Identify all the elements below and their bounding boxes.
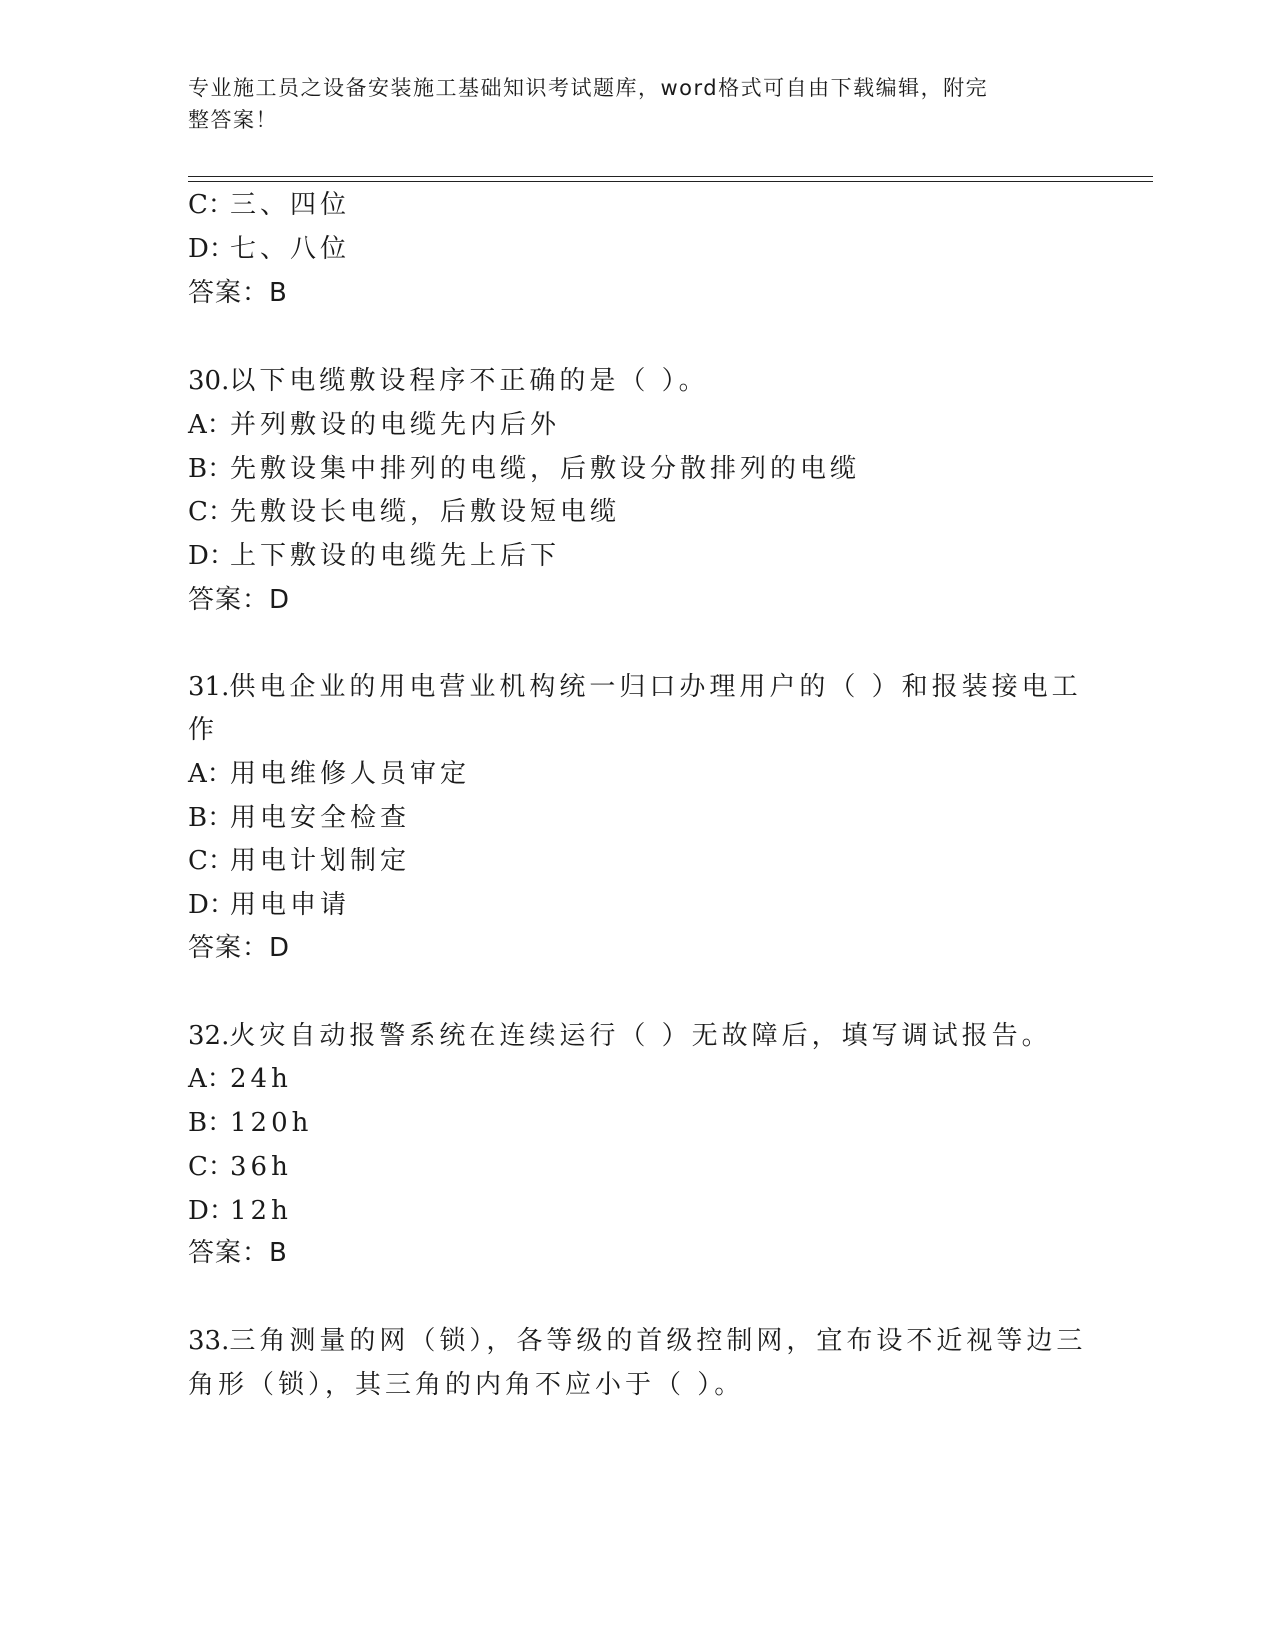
option-text: 七、八位 xyxy=(230,234,351,264)
question-31-text-continued: 作 xyxy=(188,715,219,745)
question-30-option-b xyxy=(188,454,860,484)
option-text: 12h xyxy=(230,1196,292,1226)
option-text: 先敷设长电缆，后敷设短电缆 xyxy=(230,497,621,527)
option-label: D： xyxy=(188,234,235,264)
question-31-answer: 答案：D xyxy=(188,933,291,963)
header-divider-bottom xyxy=(188,181,1153,182)
question-31-option-a xyxy=(188,759,470,789)
question-stem: 以下电缆敷设程序不正确的是（ ）。 xyxy=(229,366,709,396)
question-30-answer: 答案：D xyxy=(188,585,291,615)
question-30-text xyxy=(188,366,709,396)
question-30-option-a xyxy=(188,410,560,440)
option-label: B： xyxy=(188,454,234,484)
question-32-answer: 答案：B xyxy=(188,1238,288,1268)
option-label: C： xyxy=(188,497,234,527)
header-title-line-2: 整答案！ xyxy=(188,108,278,132)
question-32-option-a xyxy=(188,1064,292,1094)
option-label: D： xyxy=(188,1196,235,1226)
question-31-option-b xyxy=(188,803,410,833)
question-33-text-continued: 角形（锁），其三角的内角不应小于（ ）。 xyxy=(188,1370,745,1400)
header-title-line-1: 专业施工员之设备安装施工基础知识考试题库，word格式可自由下载编辑，附完 xyxy=(188,76,989,100)
option-text: 先敷设集中排列的电缆，后敷设分散排列的电缆 xyxy=(230,454,861,484)
option-text: 24h xyxy=(230,1064,292,1094)
question-31-option-c xyxy=(188,846,410,876)
question-31-text xyxy=(188,672,1082,702)
option-label: D： xyxy=(188,890,235,920)
option-text: 用电计划制定 xyxy=(230,846,411,876)
question-number: 33. xyxy=(188,1326,230,1356)
option-c-continued xyxy=(188,190,350,220)
question-number: 32. xyxy=(188,1021,230,1051)
question-30-option-d xyxy=(188,541,560,571)
question-stem: 火灾自动报警系统在连续运行（ ）无故障后，填写调试报告。 xyxy=(229,1021,1052,1051)
option-text: 用电维修人员审定 xyxy=(230,759,471,789)
option-label: C： xyxy=(188,1152,234,1182)
option-text: 三、四位 xyxy=(230,190,351,220)
option-label: C： xyxy=(188,846,234,876)
option-d-continued xyxy=(188,234,350,264)
option-text: 用电安全检查 xyxy=(230,803,411,833)
question-32-option-b xyxy=(188,1108,312,1138)
question-31-option-d xyxy=(188,890,350,920)
option-label: D： xyxy=(188,541,235,571)
option-text: 用电申请 xyxy=(230,890,351,920)
option-text: 并列敷设的电缆先内后外 xyxy=(230,410,561,440)
question-32-option-c xyxy=(188,1152,292,1182)
option-text: 120h xyxy=(230,1108,313,1138)
question-32-option-d xyxy=(188,1196,292,1226)
option-text: 36h xyxy=(230,1152,292,1182)
option-label: B： xyxy=(188,1108,234,1138)
option-label: B： xyxy=(188,803,234,833)
option-label: A： xyxy=(188,410,233,440)
header-divider-top xyxy=(188,176,1153,177)
question-30-option-c xyxy=(188,497,620,527)
option-label: A： xyxy=(188,759,233,789)
option-label: A： xyxy=(188,1064,233,1094)
question-stem: 三角测量的网（锁），各等级的首级控制网，宜布设不近视等边三 xyxy=(229,1326,1087,1356)
question-number: 31. xyxy=(188,672,230,702)
question-number: 30. xyxy=(188,366,230,396)
answer-continued: 答案：B xyxy=(188,278,288,308)
document-header xyxy=(188,72,1068,136)
option-label: C： xyxy=(188,190,234,220)
question-stem: 供电企业的用电营业机构统一归口办理用户的（ ）和报装接电工 xyxy=(229,672,1082,702)
question-32-text xyxy=(188,1021,1052,1051)
question-33-text xyxy=(188,1326,1086,1356)
option-text: 上下敷设的电缆先上后下 xyxy=(230,541,561,571)
